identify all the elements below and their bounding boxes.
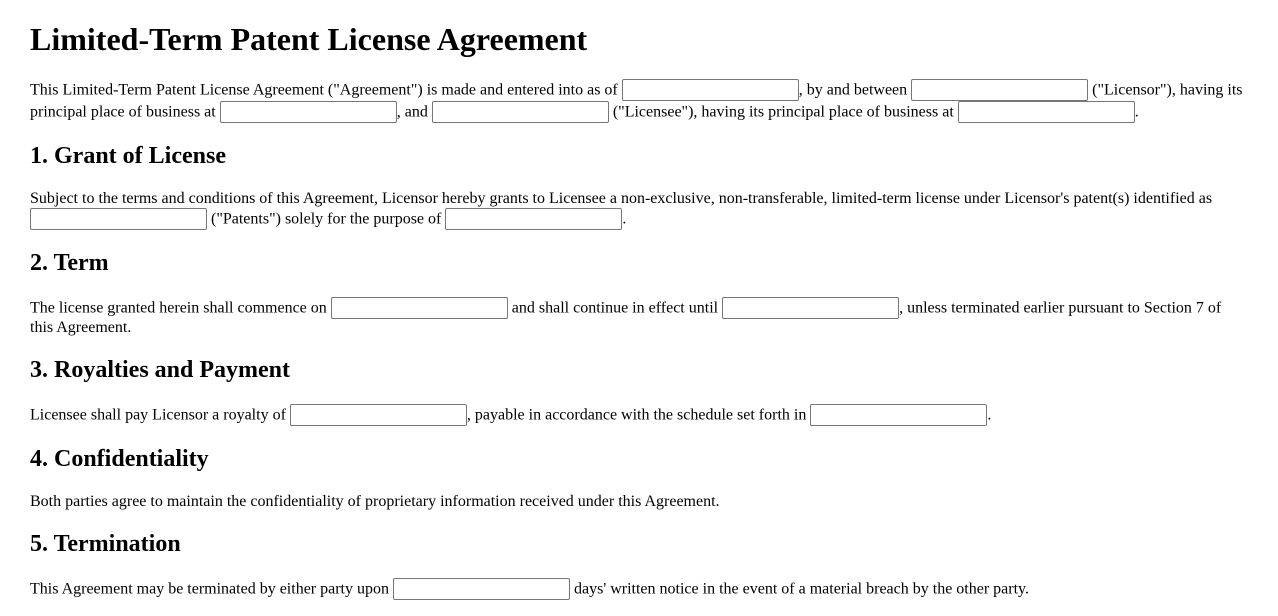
term-text-3: , unless terminated earlier pursuant to Section 7 of this Agreement. bbox=[30, 299, 1222, 336]
section-heading-grant: 1. Grant of License bbox=[30, 143, 226, 169]
grant-text-3: . bbox=[622, 210, 627, 228]
termination-text-2: days' written notice in the event of a material breach by the other party. bbox=[574, 580, 1029, 598]
licensee-name-input[interactable] bbox=[432, 101, 609, 123]
effective-date-input[interactable] bbox=[622, 79, 799, 101]
grant-text-2: ("Patents") solely for the purpose of bbox=[211, 210, 442, 228]
licensee-address-input[interactable] bbox=[958, 101, 1135, 123]
royalties-text-3: . bbox=[987, 406, 992, 424]
royalty-amount-input[interactable] bbox=[290, 404, 467, 426]
end-date-input[interactable] bbox=[722, 297, 899, 319]
term-text-2: and shall continue in effect until bbox=[511, 299, 719, 317]
royalties-text-2: , payable in accordance with the schedule set forth in bbox=[466, 406, 807, 424]
term-text-1: The license granted herein shall commence on bbox=[30, 299, 327, 317]
confidentiality-text-1: Both parties agree to maintain the confidentiality of proprietary information received under this Agreement. bbox=[30, 493, 720, 510]
purpose-input[interactable] bbox=[445, 208, 622, 230]
section-heading-termination: 5. Termination bbox=[30, 531, 181, 557]
page-title: Limited-Term Patent License Agreement bbox=[30, 21, 588, 57]
intro-paragraph bbox=[30, 79, 1248, 123]
intro-text-3: ("Licensor"), having its principal place of business at bbox=[30, 81, 1243, 121]
term-paragraph bbox=[30, 297, 1248, 337]
payment-schedule-input[interactable] bbox=[810, 404, 987, 426]
intro-text-1: This Limited-Term Patent License Agreement ("Agreement") is made and entered into as of bbox=[30, 81, 618, 99]
royalties-text-1: Licensee shall pay Licensor a royalty of bbox=[30, 406, 286, 424]
licensor-name-input[interactable] bbox=[911, 79, 1088, 101]
patents-input[interactable] bbox=[30, 208, 207, 230]
section-heading-confidentiality: 4. Confidentiality bbox=[30, 446, 209, 472]
licensor-address-input[interactable] bbox=[220, 101, 397, 123]
intro-text-5: ("Licensee"), having its principal place of business at bbox=[612, 103, 954, 121]
notice-days-input[interactable] bbox=[393, 578, 570, 600]
intro-text-4: , and bbox=[396, 103, 428, 121]
intro-text-6: . bbox=[1134, 103, 1139, 121]
confidentiality-paragraph bbox=[30, 493, 1248, 511]
commencement-date-input[interactable] bbox=[331, 297, 508, 319]
section-heading-term: 2. Term bbox=[30, 250, 109, 276]
grant-paragraph bbox=[30, 190, 1248, 230]
termination-paragraph bbox=[30, 578, 1248, 600]
royalties-paragraph bbox=[30, 404, 1248, 426]
section-heading-royalties: 3. Royalties and Payment bbox=[30, 357, 290, 383]
grant-text-1: Subject to the terms and conditions of this Agreement, Licensor hereby grants to Licensee a non-exclusive, non-transferable, limited-term license under Licensor's patent(s) identified as bbox=[30, 190, 1213, 207]
termination-text-1: This Agreement may be terminated by either party upon bbox=[30, 580, 389, 598]
intro-text-2: , by and between bbox=[798, 81, 908, 99]
